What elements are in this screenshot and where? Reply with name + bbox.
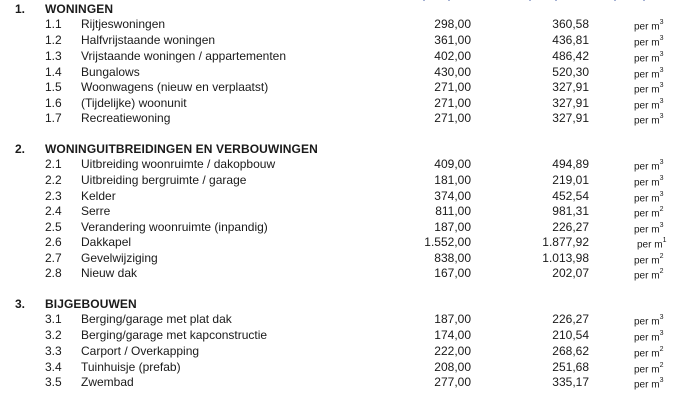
value-2: 520,30	[552, 65, 589, 79]
item-number: 2.2	[45, 173, 62, 187]
table-row	[0, 203, 684, 219]
unit: per $m^2$	[634, 206, 664, 220]
item-label: Gevelwijziging	[81, 251, 158, 265]
value-2: 251,68	[552, 360, 589, 374]
value-2: 226,27	[552, 312, 589, 326]
section-heading	[0, 141, 684, 157]
value-2: 327,91	[552, 96, 589, 110]
value-2: 202,07	[552, 266, 589, 280]
table-row	[0, 234, 684, 250]
table-row	[0, 95, 684, 111]
item-label: Rijtjeswoningen	[81, 17, 166, 31]
value-2: 494,89	[552, 157, 589, 171]
value-1: 298,00	[434, 17, 471, 31]
value-1: 374,00	[434, 189, 471, 203]
table-row	[0, 343, 684, 359]
value-2: 219,01	[552, 173, 589, 187]
value-1: 430,00	[434, 65, 471, 79]
unit: per $m^2$	[634, 362, 664, 376]
value-2: 210,54	[552, 328, 589, 342]
table-row	[0, 172, 684, 188]
value-2: 335,17	[552, 375, 589, 389]
item-label: Carport / Overkapping	[81, 344, 200, 358]
value-1: 811,00	[435, 204, 471, 218]
unit: per $m^3$	[634, 82, 664, 96]
item-label: Uitbreiding woonruimte / dakopbouw	[81, 157, 276, 171]
unit: per $m^2$	[634, 268, 664, 282]
unit: per $m^3$	[634, 51, 664, 65]
unit: per $m^3$	[634, 175, 664, 189]
item-number: 2.4	[45, 204, 62, 218]
item-label: Berging/garage met kapconstructie	[81, 328, 268, 342]
section-title: WONINGUITBREIDINGEN EN VERBOUWINGEN	[45, 142, 318, 156]
item-number: 3.2	[45, 328, 62, 342]
value-2: 436,81	[552, 33, 589, 47]
value-1: 277,00	[434, 375, 471, 389]
item-label: Halfvrijstaande woningen	[81, 33, 216, 47]
table-row	[0, 327, 684, 343]
table-row	[0, 48, 684, 64]
value-2: 1.877,92	[542, 235, 589, 249]
item-number: 1.5	[45, 80, 62, 94]
unit: per $m^3$	[634, 159, 664, 173]
value-1: 208,00	[434, 360, 471, 374]
value-1: 187,00	[434, 220, 471, 234]
value-1: 402,00	[434, 49, 471, 63]
table-row	[0, 374, 684, 390]
value-2: 1.013,98	[542, 251, 589, 265]
item-label: Berging/garage met plat dak	[81, 312, 232, 326]
item-label: Vrijstaande woningen / appartementen	[81, 49, 287, 63]
section-title: WONINGEN	[45, 2, 114, 16]
section-heading	[0, 1, 684, 17]
table-row	[0, 265, 684, 281]
section-heading	[0, 296, 684, 312]
unit: per $m^2$	[634, 346, 664, 360]
table-row	[0, 219, 684, 235]
item-number: 2.3	[45, 189, 62, 203]
value-1: 271,00	[434, 111, 471, 125]
item-number: 2.1	[45, 157, 62, 171]
item-number: 1.4	[45, 65, 62, 79]
value-1: 187,00	[434, 312, 471, 326]
item-number: 1.1	[45, 17, 62, 31]
value-2: 981,31	[552, 204, 589, 218]
unit: per $m^3$	[634, 113, 664, 127]
table-row	[0, 188, 684, 204]
item-number: 2.5	[45, 220, 62, 234]
section-number: 1.	[15, 2, 26, 16]
item-label: Verandering woonruimte (inpandig)	[81, 220, 268, 234]
item-number: 3.4	[45, 360, 62, 374]
section-title: BIJGEBOUWEN	[45, 297, 137, 311]
item-label: Serre	[81, 204, 111, 218]
table-row	[0, 110, 684, 126]
table-row	[0, 16, 684, 32]
item-number: 2.6	[45, 235, 62, 249]
item-number: 1.3	[45, 49, 62, 63]
value-1: 174,00	[434, 328, 471, 342]
unit: per $m^3$	[634, 67, 664, 81]
value-1: 1.552,00	[424, 235, 471, 249]
unit: per $m^3$	[634, 98, 664, 112]
section-number: 2.	[15, 142, 26, 156]
value-1: 271,00	[434, 96, 471, 110]
item-label: (Tijdelijke) woonunit	[81, 96, 187, 110]
value-1: 838,00	[434, 251, 471, 265]
item-label: Tuinhuisje (prefab)	[81, 360, 181, 374]
value-2: 268,62	[552, 344, 589, 358]
value-1: 271,00	[434, 80, 471, 94]
item-number: 1.2	[45, 33, 62, 47]
section-number: 3.	[15, 297, 26, 311]
item-label: Kelder	[81, 189, 116, 203]
unit: per $m^3$	[634, 330, 664, 344]
item-label: Woonwagens (nieuw en verplaatst)	[81, 80, 269, 94]
item-number: 2.8	[45, 266, 62, 280]
item-label: Zwembad	[81, 375, 134, 389]
value-1: 361,00	[434, 33, 471, 47]
item-label: Bungalows	[81, 65, 140, 79]
item-label: Dakkapel	[81, 235, 132, 249]
item-label: Uitbreiding bergruimte / garage	[81, 173, 247, 187]
value-1: 409,00	[434, 157, 471, 171]
table-row	[0, 250, 684, 266]
item-number: 2.7	[45, 251, 62, 265]
item-number: 3.1	[45, 312, 62, 326]
item-number: 1.7	[45, 111, 62, 125]
unit: per $m^1$	[637, 237, 667, 251]
item-number: 3.5	[45, 375, 62, 389]
table-row	[0, 359, 684, 375]
unit: per $m^3$	[634, 191, 664, 205]
item-label: Nieuw dak	[81, 266, 138, 280]
value-2: 327,91	[552, 111, 589, 125]
table-row	[0, 32, 684, 48]
value-2: 360,58	[552, 17, 589, 31]
table-row	[0, 64, 684, 80]
value-1: 167,00	[434, 266, 471, 280]
item-number: 3.3	[45, 344, 62, 358]
unit: per $m^3$	[634, 19, 664, 33]
value-1: 181,00	[434, 173, 471, 187]
value-2: 452,54	[552, 189, 589, 203]
value-2: 327,91	[552, 80, 589, 94]
unit: per $m^3$	[634, 377, 664, 391]
unit: per $m^3$	[634, 35, 664, 49]
unit: per $m^2$	[634, 253, 664, 267]
value-1: 222,00	[434, 344, 471, 358]
item-label: Recreatiewoning	[81, 111, 171, 125]
table-row	[0, 79, 684, 95]
value-2: 486,42	[552, 49, 589, 63]
value-2: 226,27	[552, 220, 589, 234]
table-row	[0, 311, 684, 327]
item-number: 1.6	[45, 96, 62, 110]
unit: per $m^3$	[634, 222, 664, 236]
unit: per $m^3$	[634, 314, 664, 328]
table-row	[0, 156, 684, 172]
